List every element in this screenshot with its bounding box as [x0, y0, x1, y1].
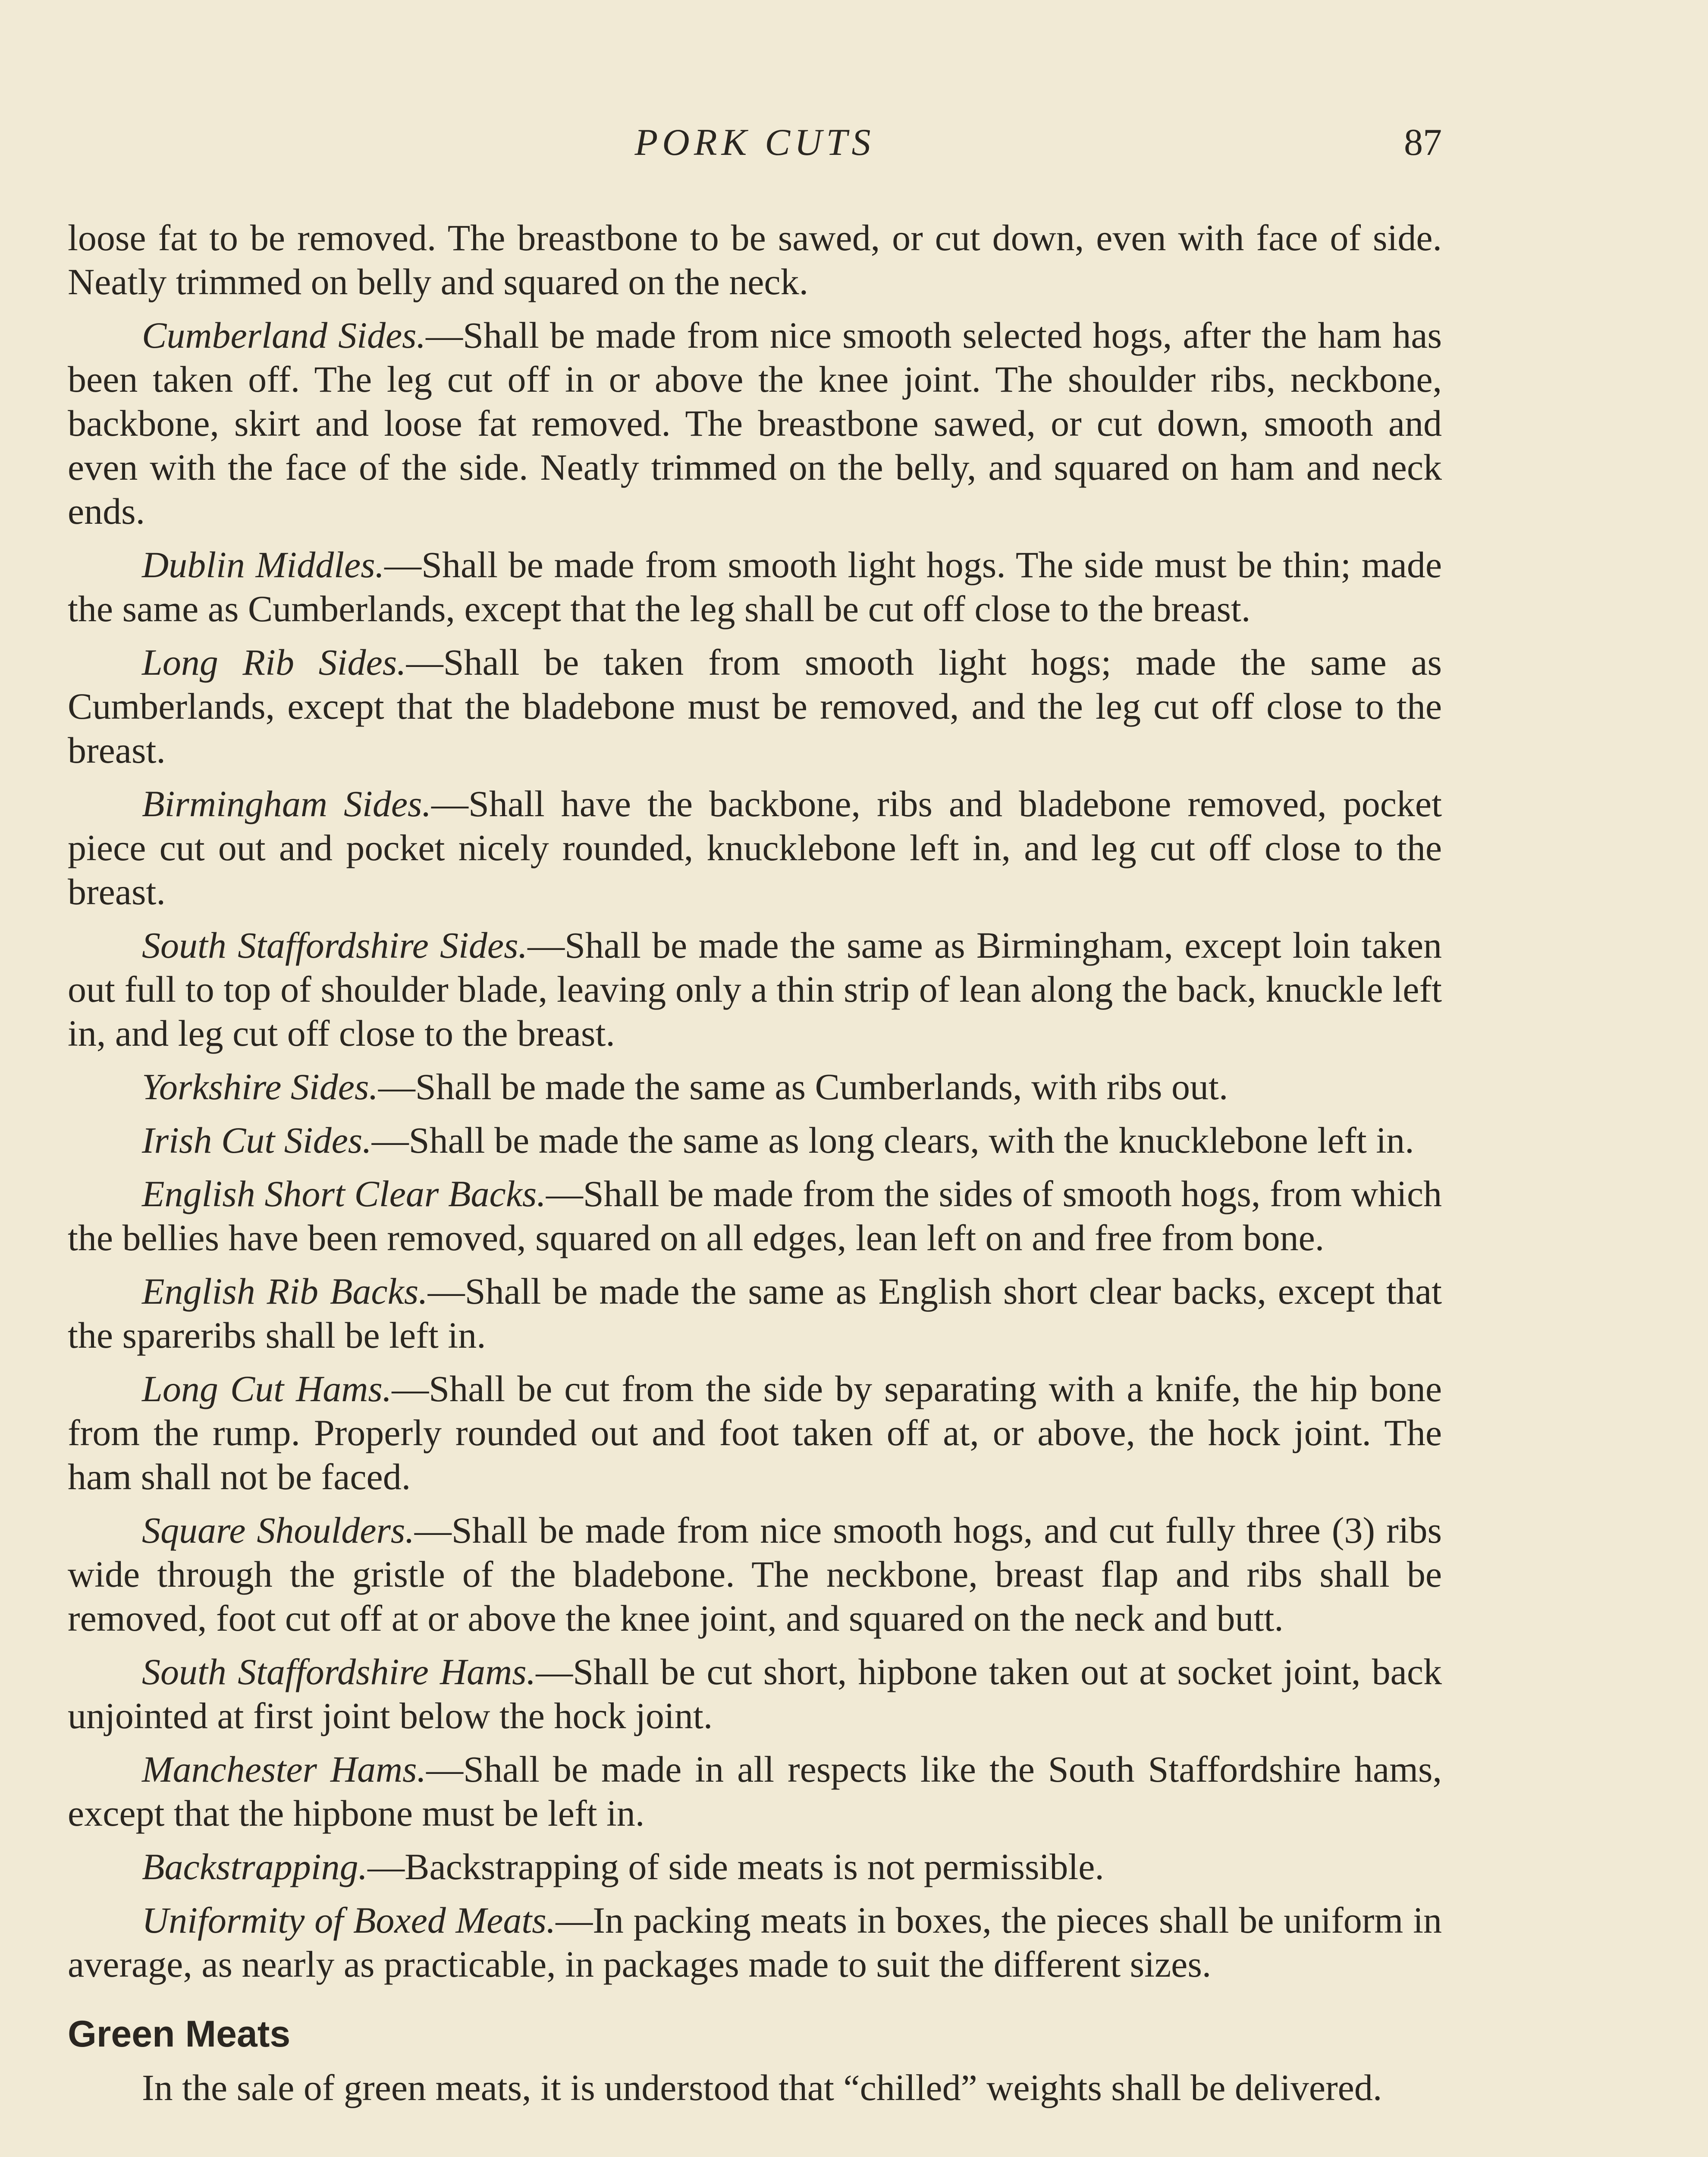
paragraph-birmingham-sides [68, 782, 1442, 914]
body-text [68, 216, 1442, 2119]
paragraph-term: Square Shoulders. [142, 1509, 414, 1551]
paragraph-dublin-middles [68, 543, 1442, 631]
paragraph-text: —Shall be made from nice smooth hogs, and cut fully three (3) ribs wide through the gristle of the bladebone. The neckbone, breast flap and ribs shall be removed, foot cut off at or above the knee joint, and squared on the neck and butt. [68, 1509, 1442, 1639]
paragraph-text: —Shall have the backbone, ribs and bladebone removed, pocket piece cut out and pocket nicely rounded, knucklebone left in, and leg cut off close to the breast. [68, 783, 1442, 912]
paragraph-cumberland-sides [68, 313, 1442, 533]
paragraph-uniformity-of-boxed-meats [68, 1898, 1442, 1986]
paragraph-term: Uniformity of Boxed Meats. [142, 1899, 556, 1941]
paragraph-text: —Shall be made the same as Cumberlands, with ribs out. [378, 1066, 1228, 1107]
paragraph-term: English Short Clear Backs. [142, 1173, 546, 1214]
paragraph-square-shoulders [68, 1508, 1442, 1640]
paragraph-term: South Staffordshire Hams. [142, 1651, 536, 1692]
paragraph-text: loose fat to be removed. The breastbone to be sawed, or cut down, even with face of side. Neatly trimmed on belly and squared on the neck. [68, 217, 1442, 302]
paragraph-yorkshire-sides [68, 1065, 1442, 1109]
paragraph-text: —In packing meats in boxes, the pieces shall be uniform in average, as nearly as practicable, in packages made to suit the different sizes. [68, 1899, 1442, 1985]
paragraph-term: Birmingham Sides. [142, 783, 431, 824]
paragraph-text: —Shall be made from nice smooth selected hogs, after the ham has been taken off. The leg cut off in or above the knee joint. The shoulder ribs, neckbone, backbone, skirt and loose fat removed. The breastbone sawed, or cut down, smooth and even with the face of the side. Neatly trimmed on the belly, and squared on ham and neck ends. [68, 314, 1442, 532]
paragraph-text: —Shall be made the same as Birmingham, except loin taken out full to top of shoulder blade, leaving only a thin strip of lean along the back, knuckle left in, and leg cut off close to the breast. [68, 924, 1442, 1054]
running-head: PORK CUTS [634, 122, 875, 164]
paragraph-term: Dublin Middles. [142, 544, 385, 585]
paragraph-term: English Rib Backs. [142, 1270, 428, 1312]
page-header [68, 108, 1442, 164]
page-number: 87 [1404, 122, 1442, 164]
paragraph-term: South Staffordshire Sides. [142, 924, 528, 966]
paragraph-text: —Shall be cut short, hipbone taken out at socket joint, back unjointed at first joint below the hock joint. [68, 1651, 1442, 1736]
paragraph-term: Yorkshire Sides. [142, 1066, 378, 1107]
paragraph-text: —Shall be taken from smooth light hogs; made the same as Cumberlands, except that the bladebone must be removed, and the leg cut off close to the breast. [68, 641, 1442, 771]
paragraph-manchester-hams [68, 1747, 1442, 1835]
paragraph-term: Long Cut Hams. [142, 1368, 392, 1409]
section-paragraph: In the sale of green meats, it is understood that “chilled” weights shall be delivered. [142, 2067, 1382, 2108]
paragraph-irish-cut-sides [68, 1118, 1442, 1162]
paragraph-term: Manchester Hams. [142, 1748, 427, 1790]
paragraph-continuation [68, 216, 1442, 304]
paragraph-long-rib-sides [68, 640, 1442, 772]
paragraph-south-staffordshire-hams [68, 1650, 1442, 1738]
paragraph-text: —Shall be made from smooth light hogs. The side must be thin; made the same as Cumberlands, except that the leg shall be cut off close to the breast. [68, 544, 1442, 629]
paragraph-term: Cumberland Sides. [142, 314, 426, 356]
section-heading: Green Meats [68, 2013, 291, 2055]
paragraph-long-cut-hams [68, 1367, 1442, 1499]
paragraph-text: —Shall be cut from the side by separating with a knife, the hip bone from the rump. Properly rounded out and foot taken off at, or above, the hock joint. The ham shall not be faced. [68, 1368, 1442, 1497]
paragraph-south-staffordshire-sides [68, 923, 1442, 1055]
paragraph-term: Long Rib Sides. [142, 641, 406, 683]
paragraph-text: —Shall be made from the sides of smooth hogs, from which the bellies have been removed, squared on all edges, lean left on and free from bone. [68, 1173, 1442, 1258]
paragraph-english-short-clear-backs [68, 1172, 1442, 1260]
paragraph-text: —Shall be made the same as English short clear backs, except that the spareribs shall be left in. [68, 1270, 1442, 1356]
paragraph-english-rib-backs [68, 1269, 1442, 1357]
paragraph-term: Backstrapping. [142, 1846, 368, 1887]
paragraph-text: —Shall be made in all respects like the South Staffordshire hams, except that the hipbone must be left in. [68, 1748, 1442, 1834]
paragraph-text: —Shall be made the same as long clears, with the knucklebone left in. [371, 1119, 1414, 1161]
paragraph-backstrapping [68, 1845, 1442, 1889]
paragraph-term: Irish Cut Sides. [142, 1119, 372, 1161]
paragraph-text: —Backstrapping of side meats is not permissible. [367, 1846, 1104, 1887]
